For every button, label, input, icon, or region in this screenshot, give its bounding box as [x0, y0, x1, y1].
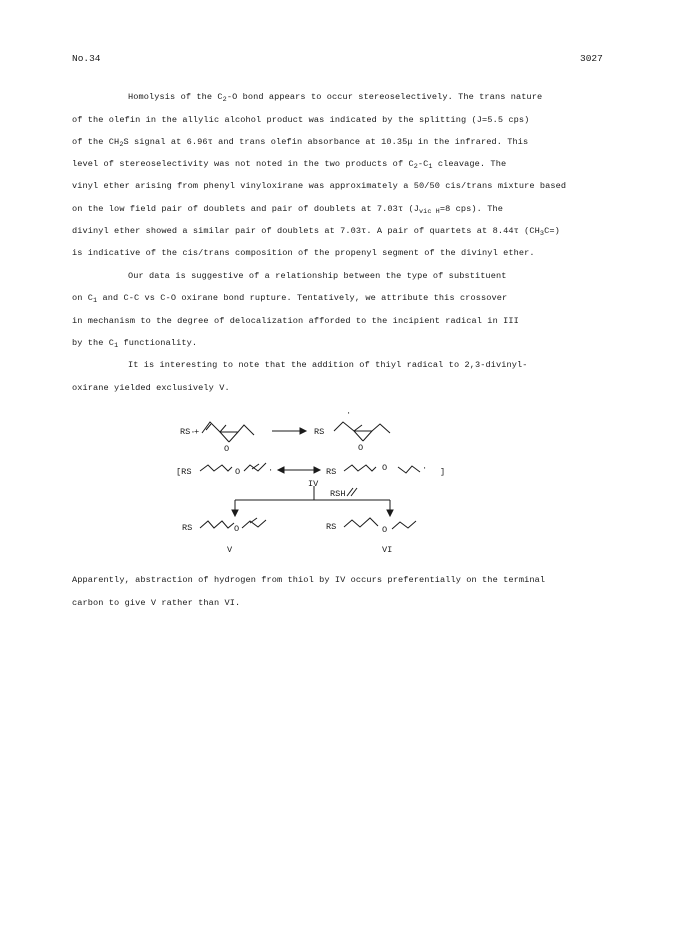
divinyloxirane-structure [202, 422, 254, 442]
product-v-label: V [227, 545, 233, 555]
product-vi-label: VI [382, 545, 393, 555]
bracket-close: ] [440, 467, 446, 477]
page-number: 3027 [580, 53, 603, 64]
radical-dot-3: · [422, 463, 428, 473]
oxygen-label-4: O [382, 463, 388, 473]
bracket-rs-label: [RS [176, 467, 192, 477]
p2-line-4: by the $C_1$ functionality. [72, 338, 198, 350]
p2-line-3: in mechanism to the degree of delocalization afforded to the incipient radical in III [72, 316, 519, 326]
p1-line-2: of the olefin in the allylic alcohol product was indicated by the splitting (J=5.5 cps) [72, 115, 530, 125]
radical-dot-2: · [268, 465, 274, 475]
p3-line-2: oxirane yielded exclusively V. [72, 383, 230, 393]
rsh-label: RSH [330, 489, 346, 499]
p1-line-1: Homolysis of the $C_2-O$ bond appears to occur stereoselectively. The trans nature [128, 92, 543, 104]
reaction-scheme [150, 400, 480, 575]
thiyl-radical-label: RS· [180, 427, 196, 437]
p1-line-6: on the low field pair of doublets and pair of doublets at 7.03τ ($J_{vic H}=8$ cps). The [72, 204, 503, 216]
p1-line-4: level of stereoselectivity was not noted in the two products of $C_2-C_1$ cleavage. The [72, 159, 507, 171]
p1-line-7: divinyl ether showed a similar pair of doublets at 7.03τ. A pair of quartets at 8.44τ $(CH_3C=)$ [72, 226, 560, 238]
p4-line-2: carbon to give V rather than VI. [72, 598, 241, 608]
product-vi-structure [344, 518, 416, 529]
oxygen-label-6: O [382, 525, 388, 535]
intermediate-iv-label: IV [308, 479, 319, 489]
rs-label-3: RS [182, 523, 193, 533]
rs-label-1: RS [314, 427, 325, 437]
page-header-left: No.34 [72, 53, 101, 64]
radical-adduct-structure [334, 422, 390, 441]
oxygen-label-2: O [358, 443, 364, 453]
rs-label-4: RS [326, 522, 337, 532]
plus-sign: + [194, 427, 200, 437]
p1-line-3: of the $CH_2S$ signal at 6.96τ and trans olefin absorbance at 10.35μ in the infrared. This [72, 137, 529, 149]
oxygen-label-3: O [235, 467, 241, 477]
product-v-structure [200, 518, 266, 528]
p4-line-1: Apparently, abstraction of hydrogen from thiol by IV occurs preferentially on the terminal [72, 575, 546, 585]
resonance-structure-left [200, 463, 266, 471]
p1-line-8: is indicative of the cis/trans composition of the propenyl segment of the divinyl ether. [72, 248, 535, 258]
oxygen-label-1: O [224, 444, 230, 454]
p2-line-1: Our data is suggestive of a relationship between the type of substituent [128, 271, 507, 281]
p2-line-2: on $C_1$ and C-C vs C-O oxirane bond rupture. Tentatively, we attribute this crossover [72, 293, 508, 305]
radical-dot-1: · [346, 408, 352, 418]
p3-line-1: It is interesting to note that the addition of thiyl radical to 2,3-divinyl- [128, 360, 528, 370]
oxygen-label-5: O [234, 524, 240, 534]
rs-label-2: RS [326, 467, 337, 477]
p1-line-5: vinyl ether arising from phenyl vinyloxirane was approximately a 50/50 cis/trans mixture based [72, 181, 567, 191]
